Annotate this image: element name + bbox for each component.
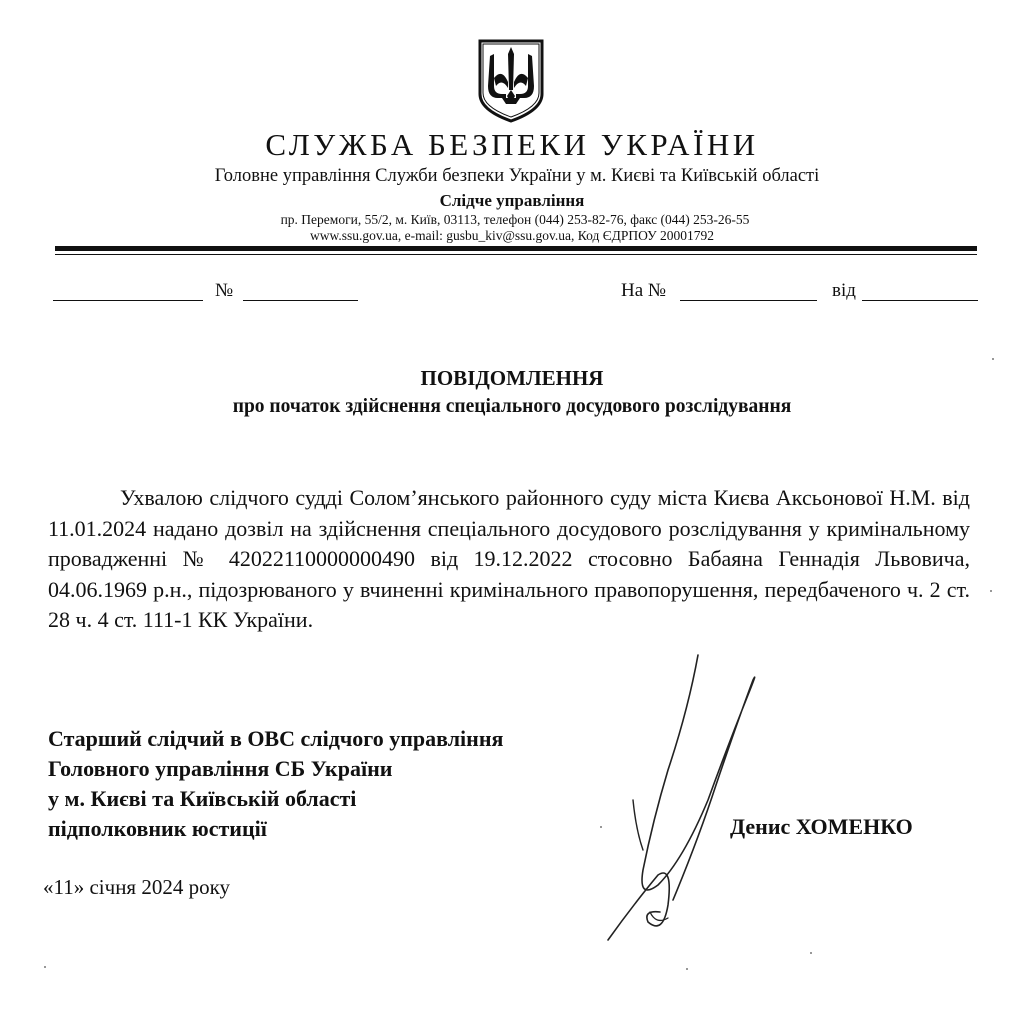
scan-speck [992,358,994,360]
document-subtitle: про початок здійснення спеціального досудового розслідування [232,396,792,417]
position-line: Старший слідчий в ОВС слідчого управління [48,726,504,751]
header-rule-thin [55,254,977,255]
signatory-position [48,724,503,844]
header-rule-thick [55,246,977,251]
signatory-name: Денис ХОМЕНКО [730,814,913,839]
trident-emblem-icon [476,38,546,124]
department-name: Слідче управління [439,191,585,210]
scan-speck [44,966,46,968]
outgoing-number-label: № [215,280,234,301]
address-line: пр. Перемоги, 55/2, м. Київ, 03113, телефон (044) 253-82-76, факс (044) 253-26-55 [280,212,750,227]
incoming-number-label: На № [621,280,667,301]
scan-speck [600,826,602,828]
document-title: ПОВІДОМЛЕННЯ [420,366,604,390]
position-line: Головного управління СБ України [48,756,393,781]
position-line: у м. Києві та Київській області [48,786,357,811]
position-line: підполковник юстиції [48,816,267,841]
scan-speck [686,968,688,970]
org-name: СЛУЖБА БЕЗПЕКИ УКРАЇНИ [265,127,759,162]
outgoing-date-blank [53,300,203,301]
incoming-number-blank [680,300,817,301]
handwritten-signature [598,650,798,950]
scan-speck [990,590,992,592]
web-contact-line: www.ssu.gov.ua, e-mail: gusbu_kiv@ssu.gov.ua, Код ЄДРПОУ 20001792 [309,228,715,243]
document-body: Ухвалою слідчого судді Солом’янського районного суду міста Києва Аксьонової Н.М. від 11.01.2024 надано дозвіл на здійснення спеціального досудового розслідування у кримінальному провадженні № 42022110000000490 від 19.12.2022 стосовно Бабаяна Геннадія Львовича, 04.06.1969 р.н., підозрюваного у вчиненні кримінального правопорушення, передбаченого ч. 2 ст. 28 ч. 4 ст. 111-1 КК України. [48,485,970,632]
scan-speck [810,952,812,954]
outgoing-number-blank [243,300,358,301]
org-subdivision: Головне управління Служби безпеки України у м. Києві та Київській області [214,166,820,186]
document-date: «11» січня 2024 року [43,875,230,899]
incoming-date-blank [862,300,978,301]
incoming-from-label: від [832,280,856,301]
